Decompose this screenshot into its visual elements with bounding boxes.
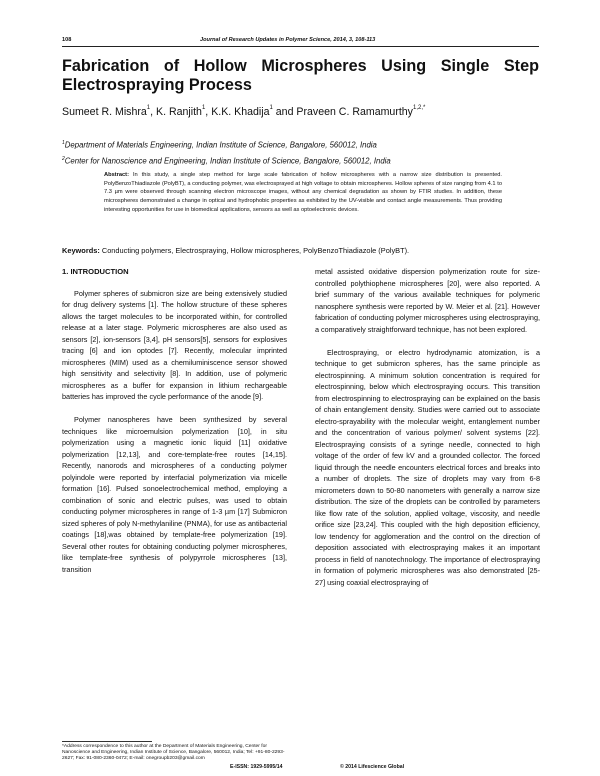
footnote: *Address correspondence to this author at the Department of Materials Engineering, Center for Nanoscience and Engineering, Indian Institute of Science, Bangalore, 560012, India; Tel: +91-80-2293-2627; Fax: 91-080-2360-0472; E-mail: onegroupb203@gmail.com xyxy=(62,744,285,762)
author-name: Praveen C. Ramamurthy xyxy=(296,106,413,118)
issn: E-ISSN: 1929-5995/14 xyxy=(230,764,283,770)
title-word: of xyxy=(163,57,180,75)
title-word: Fabrication xyxy=(62,57,150,75)
author-affiliation-mark: 1 xyxy=(146,105,151,112)
page-number: 108 xyxy=(62,37,72,43)
copyright: © 2014 Lifescience Global xyxy=(340,764,405,770)
author-name: K. Ranjith xyxy=(156,106,202,118)
author-separator: , xyxy=(150,106,157,118)
paragraph: Polymer spheres of submicron size are being extensively studied for drug delivery systems [1]. The hollow structure of these spheres allows the target molecules to be incorporated within, for controlled release at a later stage. Polymeric microspheres are also used as sensors [2], ion-sensors [3,4], pH sensors[5], sensors for explosives tracing [6] and ion optodes [7]. Recently, molecular imprinted microspheres (MIM) used as a chemiluminiscence sensor showed high sensitivity and selectivity [8]. In addition, use of polymeric microspheres as a buffer for expansion in lithium rechargeable batteries has improved the cycle performance of the anode [9]. xyxy=(62,288,287,401)
title-word: Hollow xyxy=(193,57,247,75)
author-list xyxy=(62,106,425,118)
title-word: Microspheres xyxy=(261,57,367,75)
paragraph: Electrospraying, or electro hydrodynamic atomization, is a technique to get submicron spheres, has the same principle as electrospinning. A minimum solution concentration is required for electrospinning, below which electrospraying occurs. This transition from electrospinning to electrospraying can be explained on the basis of chain entanglement density. Studies were carried out to associate electro-sprayability with the molecular weight, entanglement number and the concentration of various polymer/ solvent systems [22]. Electrospraying consists of a syringe needle, connected to high voltage of the order of few kV and a grounded collector. The forced liquid through the needle encounters electrical forces and breaks into a number of droplets. The size of droplets may vary from 6-8 micrometers down to 50-80 nanometers with generally a narrow size distribution. The size of the droplets can be controlled by parameters like flow rate of the solution, applied voltage, viscosity, and needle orifice size [23,24]. This coupled with the high deposition efficiency, low tendency for agglomeration and the control on the direction of deposition associated with electrospraying makes it an important process in field of nanotechnology. The importance of electrospraying in formation of polymeric microspheres was also demonstrated [25-27] using coaxial electrospraying of xyxy=(315,347,540,587)
title-word: Single xyxy=(440,57,490,75)
affiliation-1: $^1$Department of Materials Engineering, Indian Institute of Science, Bangalore, 560012, India xyxy=(62,140,377,150)
author-affiliation-mark: 1 xyxy=(201,105,206,112)
affiliation-2: $^2$Center for Nanoscience and Engineering, Indian Institute of Science, Bangalore, 560012, India xyxy=(62,156,391,166)
title-word: Using xyxy=(381,57,427,75)
journal-header: Journal of Research Updates in Polymer Science, 2014, 3, 108-113 xyxy=(200,37,376,43)
title-word: Step xyxy=(503,57,539,75)
paper-title xyxy=(62,57,539,95)
title-line-1 xyxy=(62,57,539,76)
header-rule xyxy=(62,46,539,47)
section-heading: 1. INTRODUCTION xyxy=(62,267,129,276)
abstract: Abstract: In this study, a single step method for large scale fabrication of hollow microspheres with a narrow size distribution is presented. PolyBenzoThiadiazole (PolyBT), a conducting polymer, was electrosprayed at high voltage to obtain microspheres. Hollow spheres of size ranging from 4.1 to 7.3 µm were observed through scanning electron microscope images, without any chemical degradation as shown by FTIR studies. In addition, these microspheres demonstrated a change in optical and hydrophobic properties as exhibited by the UV-visible and contact angle measurements. Thus providing interesting opportunities for use in biomedical applications, sensors as well as optoelectronic devices. xyxy=(104,172,502,213)
right-column xyxy=(315,266,540,600)
author-affiliation-mark: 1,2,* xyxy=(412,105,426,112)
paragraph: Polymer nanospheres have been synthesized by several techniques like microemulsion polymerization [10], in situ polymerization using a magnetic ionic liquid [11] oxidative polymerization [12,13], and core-template-free routes [14,15]. Recently, nanorods and microspheres of a conducting polymer polyindole were reported by interfacial polymerization via micelle formation [16]. Pulsed sonoelectrochemical method, employing a combination of sonic and electric pulses, was used to obtain conducting polymer microspheres in range of 1-3 µm [17] Submicron sized spheres of poly N-methylaniline (PNMA), for use as antibacterial coatings [18],was obtained by template-free polymerization [19]. Several other routes for obtaining conducting polymer microspheres, like template-free synthesis of polypyrrole microspheres [13], transition xyxy=(62,415,287,574)
left-column xyxy=(62,266,287,587)
author-name: K.K. Khadija xyxy=(211,106,270,118)
author-name: Sumeet R. Mishra xyxy=(62,106,147,118)
author-affiliation-mark: 1 xyxy=(269,105,273,112)
footnote-rule xyxy=(62,741,152,742)
title-line-2: Electrospraying Process xyxy=(62,76,252,94)
author-separator: and xyxy=(272,106,297,118)
paragraph: metal assisted oxidative dispersion polymerization route for size-controlled polythiophene microspheres [20], were also reported. A brief summary of the various available techniques for polymeric nanosphere synthesis were reported by W. Meier et al. [21]. However fabrication of conducting polymer microspheres using electrospraying, a comparatively straightforward technique, has not been explored. xyxy=(315,267,540,334)
author-separator: , xyxy=(205,106,212,118)
keywords: Keywords: Conducting polymers, Electrospraying, Hollow microspheres, PolyBenzoThiadiazole (PolyBT). xyxy=(62,246,410,255)
